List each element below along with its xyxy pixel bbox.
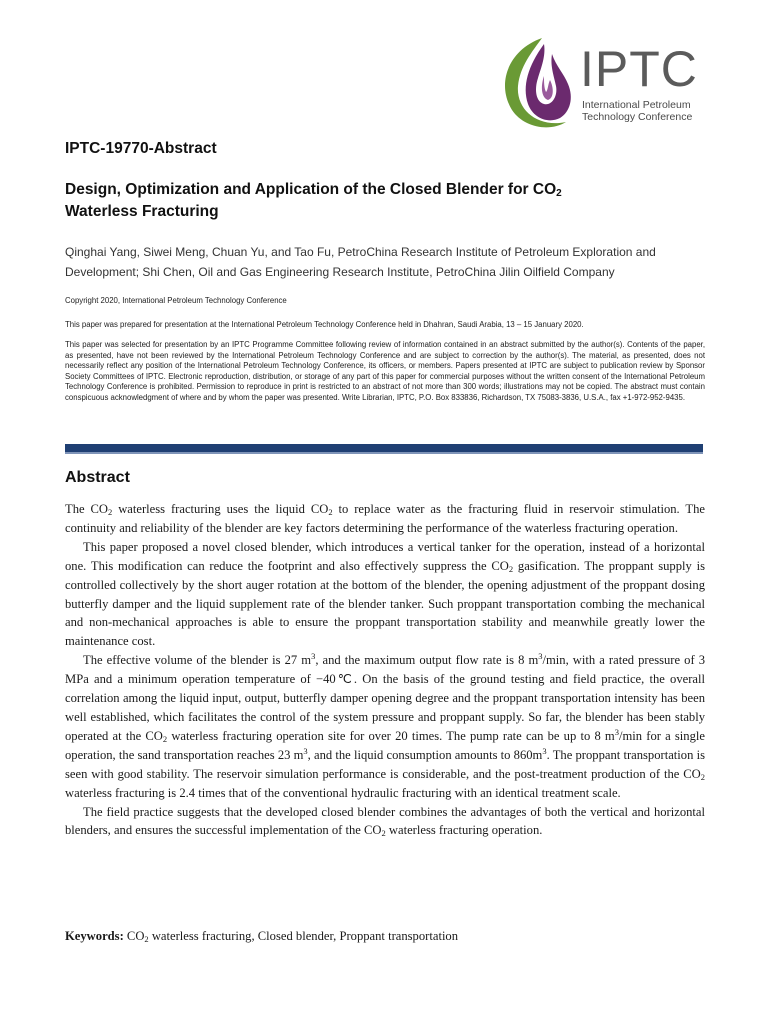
authors-line-2: Development; Shi Chen, Oil and Gas Engineering Research Institute, PetroChina Jilin Oilfield Company (65, 265, 615, 279)
text-run: to replace water as the fracturing fluid in reservoir stimulation. The continuity and reliability of the blender are key factors determining the performance of the waterless fracturing operation. (65, 502, 705, 535)
text-run: This paper proposed a novel closed blender, which introduces a vertical tanker for the operation, instead of a horizontal one. This modification can reduce the footprint and also effectively suppress the CO (65, 539, 705, 573)
subscript: 2 (108, 507, 113, 517)
abstract-paragraph-3 (65, 651, 705, 802)
text-run: waterless fracturing is 2.4 times that of the conventional hydraulic fracturing with an identical treatment scale. (65, 785, 621, 800)
text-run: waterless fracturing uses the liquid CO (112, 502, 329, 516)
text-run: waterless fracturing operation. (385, 823, 543, 838)
section-divider (65, 444, 703, 454)
prepared-notice: This paper was prepared for presentation at the International Petroleum Technology Conference held in Dhahran, Saudi Arabia, 13 – 15 January 2020. (65, 320, 584, 329)
text-run: CO (123, 929, 145, 943)
subscript: 2 (144, 934, 149, 944)
text-run: /min for a single operation, the sand transportation reaches 23 m (65, 728, 705, 762)
text-run: gasification. The proppant supply is controlled collectively by the short auger rotation at the bottom of the blender, the opening adjustment of the proppant dosing butterfly damper and the liquid supplement rate of the blender tanker. Such proppant transportation combing the mechanical and non-mechanical approaches is able to ensure the proppant transportation stability and meanwhile greatly lower the maintenance cost. (65, 558, 705, 649)
superscript: 3 (303, 745, 308, 756)
paper-id: IPTC-19770-Abstract (65, 140, 217, 157)
logo-line-1: International Petroleum (582, 99, 691, 111)
abstract-paragraph-4 (65, 803, 705, 841)
logo-line-2: Technology Conference (582, 111, 693, 123)
iptc-logo (498, 36, 718, 132)
title-part-b: Waterless Fracturing (65, 203, 219, 220)
superscript: 3 (614, 726, 619, 737)
superscript: 3 (542, 745, 547, 756)
text-run: waterless fracturing operation site for over 20 times. The pump rate can be up to 8 m (167, 728, 615, 743)
subscript: 2 (328, 507, 333, 517)
copyright-notice: Copyright 2020, International Petroleum Technology Conference (65, 296, 287, 305)
text-run: waterless fracturing, Closed blender, Proppant transportation (148, 929, 459, 943)
flame-icon (498, 36, 584, 132)
keywords-label: Keywords: (65, 929, 124, 943)
subscript: 2 (381, 828, 386, 839)
title-subscript: 2 (556, 188, 562, 199)
text-run: , and the liquid consumption amounts to 860m (307, 747, 543, 762)
legal-notice: This paper was selected for presentation by an IPTC Programme Committee following review of information contained in an abstract submitted by the author(s). Contents of the paper, as presented, have not been reviewed by the International Petroleum Technology Conference and are subject to correction by the author(s). The material, as presented, does not necessarily reflect any position of the International Petroleum Technology Conference, its officers, or members. Papers presented at IPTC are subject to publication review by Sponsor Society Committees of IPTC. Electronic reproduction, distribution, or storage of any part of this paper for commercial purposes without the written consent of the International Petroleum Technology Conference is prohibited. Permission to reproduce in print is restricted to an abstract of not more than 300 words; illustrations may not be copied. The abstract must contain conspicuous acknowledgment of where and by whom the paper was presented. Write Librarian, IPTC, P.O. Box 833836, Richardson, TX 75083-3836, U.S.A., fax +1-972-952-9435. (65, 340, 705, 402)
subscript: 2 (508, 563, 514, 574)
abstract-paragraph-1 (65, 500, 705, 538)
authors (65, 242, 705, 282)
title-part-a: Design, Optimization and Application of the Closed Blender for CO (65, 181, 557, 198)
keywords (65, 927, 705, 945)
authors-line-1: Qinghai Yang, Siwei Meng, Chuan Yu, and Tao Fu, PetroChina Research Institute of Petroleum Exploration and (65, 245, 656, 259)
abstract-heading: Abstract (65, 469, 130, 486)
text-run: The field practice suggests that the developed closed blender combines the advantages of both the vertical and horizontal blenders, and ensures the successful implementation of the CO (65, 804, 705, 838)
abstract-paragraph-2 (65, 538, 705, 651)
logo-acronym: IPTC (580, 41, 698, 97)
paper-title (65, 179, 705, 223)
subscript: 2 (162, 733, 168, 744)
text-run: , and the maximum output flow rate is 8 m (315, 653, 539, 668)
text-run: . The proppant transportation is seen with good stability. The reservoir simulation performance is considerable, and the post-treatment production of the CO (65, 747, 705, 781)
superscript: 3 (311, 651, 316, 662)
abstract-body (65, 500, 705, 840)
text-run: The effective volume of the blender is 27 m (83, 653, 312, 668)
superscript: 3 (538, 651, 543, 662)
text-run: The CO (65, 502, 109, 516)
text-run: /min, with a rated pressure of 3 MPa and a minimum operation temperature of −40℃. On the basis of the ground testing and field practice, the overall correlation among the liquid input, output, butterfly damper opening degree and the proppant transportation intensity has been well established, which facilitates the control of the system pressure and proppant supply. So far, the blender has been stably operated at the CO (65, 653, 705, 743)
subscript: 2 (700, 771, 705, 782)
